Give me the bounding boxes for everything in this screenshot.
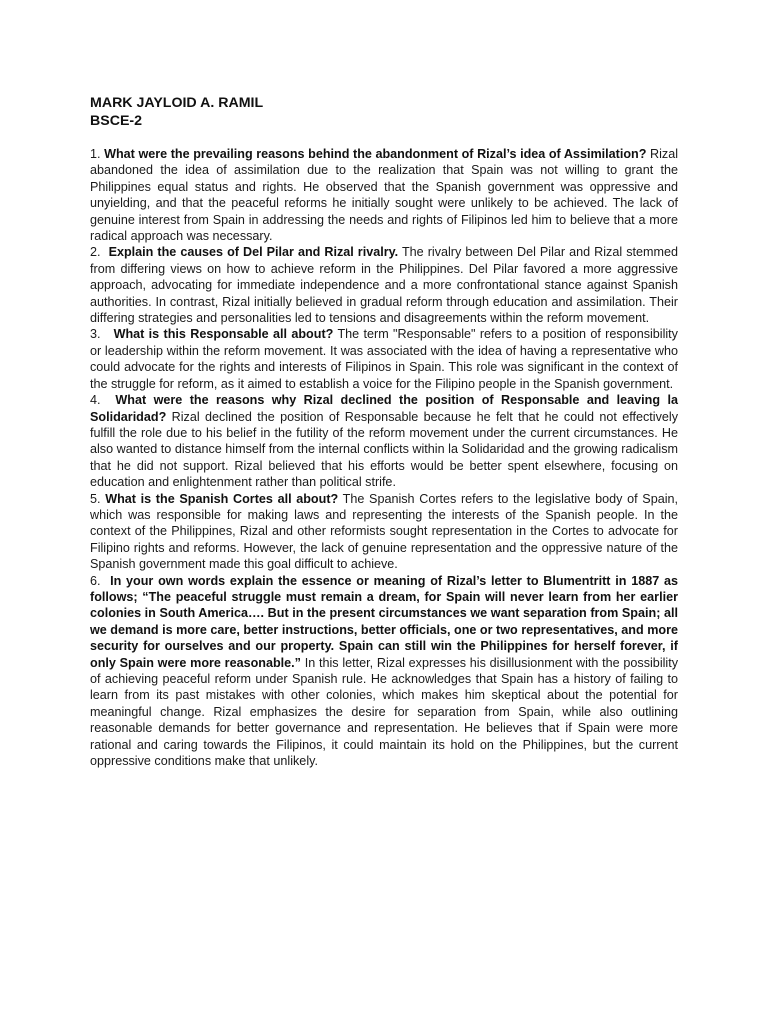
qa-answer: Rizal abandoned the idea of assimilation due to the realization that Spain was not willing to grant the Philippines equal status and rights. He observed that the Spanish government was oppressive and unyielding, and that the peaceful reforms he initially sought were unlikely to be achieved. The lack of genuine interest from Spain in addressing the needs and rights of Filipinos led him to believe that a more radical approach was necessary. (90, 147, 678, 244)
qa-number: 4. (90, 393, 101, 408)
qa-item-5 (90, 491, 678, 573)
student-name: MARK JAYLOID A. RAMIL (90, 95, 264, 111)
qa-answer: Rizal declined the position of Responsable because he felt that he could not effectively fulfill the role due to his belief in the futility of the reform movement under the current circumstances. He also wanted to distance himself from the internal conflicts within la Solidaridad and the growing radicalism that he did not support. Rizal believed that his efforts would be better spent elsewhere, focusing on education and enlightenment rather than political strife. (90, 409, 678, 490)
qa-number: 3. (90, 327, 101, 342)
qa-answer: The Spanish Cortes refers to the legislative body of Spain, which was responsible for making laws and representing the interests of the Spanish people. In the context of the Philippines, Rizal and other reformists sought representation in the Cortes to advocate for Filipino rights and reforms. However, the lack of genuine representation and the oppressive nature of the Spanish government made this goal difficult to achieve. (90, 491, 679, 572)
qa-number: 5. (90, 491, 101, 506)
qa-number: 2. (90, 245, 101, 260)
qa-item-1 (90, 146, 678, 244)
qa-list (90, 146, 678, 769)
qa-answer: In this letter, Rizal expresses his disillusionment with the possibility of achieving peaceful reform under Spanish rule. He acknowledges that Spain has a history of failing to learn from its past mistakes with other colonies, which makes him skeptical about the potential for meaningful change. Rizal emphasizes the desire for separation from Spain, while also outlining reasonable demands for better governance and representation. He believes that if Spain were more rational and caring towards the Filipinos, it could maintain its hold on the Philippines, but the current oppressive conditions make that unlikely. (90, 655, 679, 769)
qa-item-4 (90, 392, 678, 490)
document-header (90, 94, 263, 130)
qa-question: In your own words explain the essence or meaning of Rizal’s letter to Blumentritt in 1887 as follows; “The peaceful struggle must remain a dream, for Spain will never learn from her earlier colonies in South America…. But in the present circumstances we want separation from Spain; all we demand is more care, better instructions, better officials, one or two representatives, and more security for ourselves and our property. Spain can still win the Philippines for herself forever, if only Spain were more reasonable.” (90, 573, 678, 670)
qa-item-3 (90, 326, 678, 392)
qa-answer: The rivalry between Del Pilar and Rizal stemmed from differing views on how to achieve reform in the Philippines. Del Pilar favored a more aggressive approach, advocating for immediate independence and a more confrontational stance against Spanish authorities. In contrast, Rizal initially believed in gradual reform through education and assimilation. Their differing strategies and personalities led to tensions and disagreements within the reform movement. (90, 245, 678, 326)
qa-question: What is this Responsable all about? (113, 327, 334, 342)
qa-item-6 (90, 573, 678, 770)
qa-question: What is the Spanish Cortes all about? (105, 491, 339, 506)
student-course: BSCE-2 (90, 113, 143, 129)
qa-question: What were the prevailing reasons behind the abandonment of Rizal’s idea of Assimilation? (104, 147, 647, 161)
qa-number: 6. (90, 573, 101, 588)
qa-answer: The term "Responsable" refers to a position of responsibility or leadership within the reform movement. It was associated with the idea of having a representative who could advocate for the rights and interests of Filipinos in Spain. This role was significant in the context of the struggle for reform, as it aimed to establish a voice for the Filipino people in the Spanish government. (90, 327, 678, 391)
qa-question: What were the reasons why Rizal declined the position of Responsable and leaving la Solidaridad? (90, 393, 678, 424)
qa-item-2 (90, 244, 678, 326)
qa-number: 1. (90, 147, 101, 161)
qa-question: Explain the causes of Del Pilar and Rizal rivalry. (108, 245, 399, 260)
